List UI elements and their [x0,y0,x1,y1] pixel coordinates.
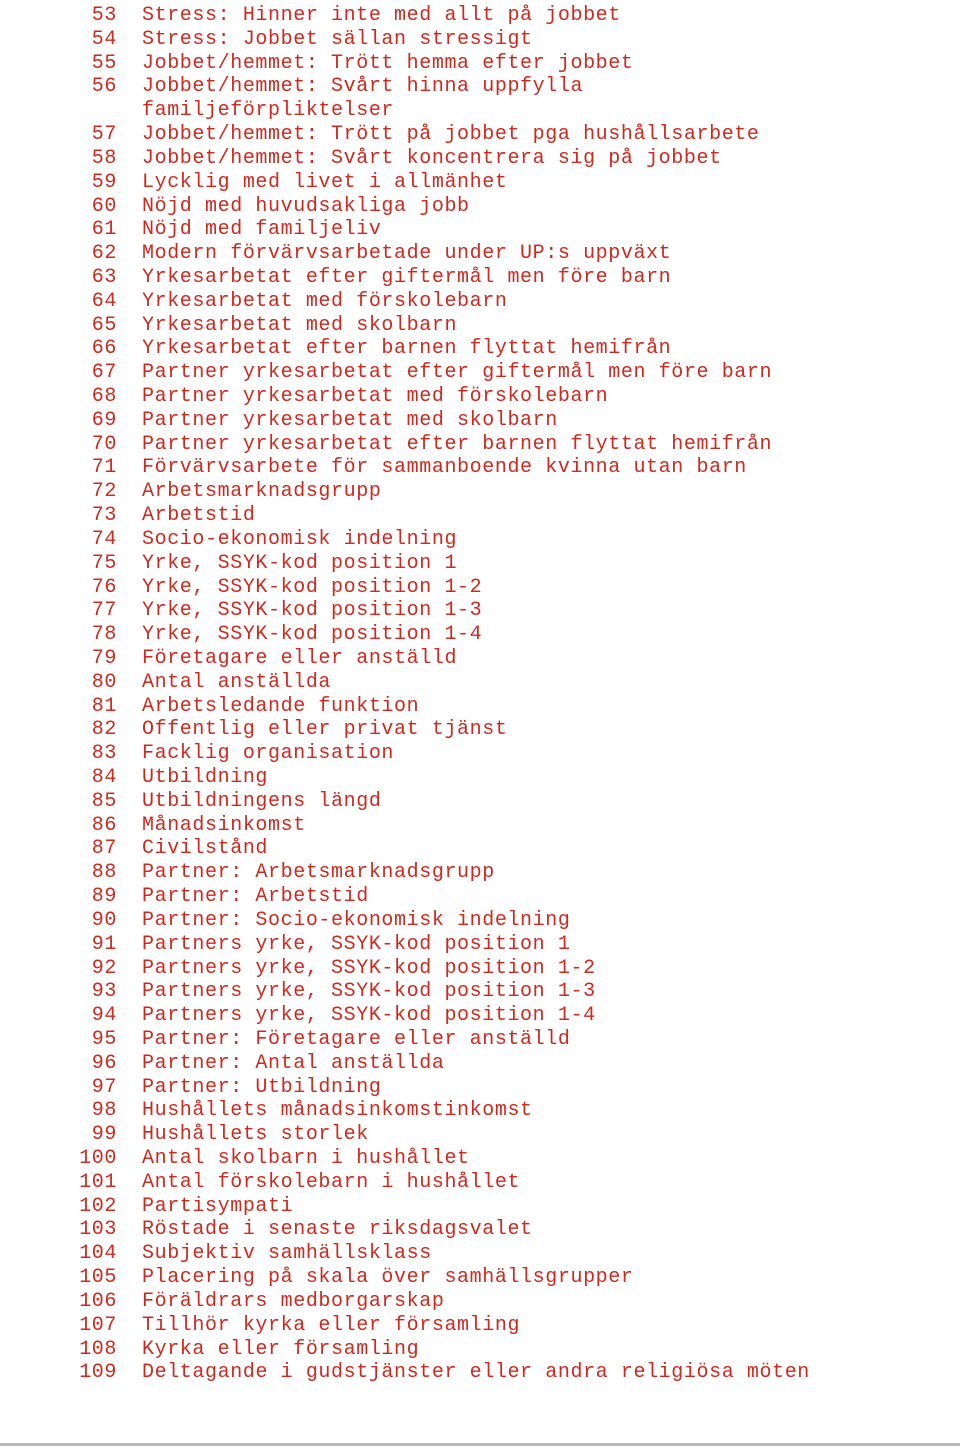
variable-number: 75 [91,551,117,575]
variable-label: Kyrka eller församling [142,1337,420,1361]
variable-row [0,576,960,600]
variable-list [0,4,960,1385]
variable-label: Jobbet/hemmet: Trött hemma efter jobbet [142,51,634,75]
variable-row [0,1242,960,1266]
variable-label: Subjektiv samhällsklass [142,1242,432,1266]
variable-label: Hushållets storlek [142,1123,369,1147]
variable-row [0,218,960,242]
variable-label: Hushållets månadsinkomstinkomst [142,1099,533,1123]
variable-row [0,409,960,433]
variable-row [0,433,960,457]
variable-number: 98 [91,1099,117,1123]
variable-label: Jobbet/hemmet: Svårt hinna uppfylla [142,75,584,99]
variable-number: 69 [91,408,117,432]
variable-number: 60 [91,194,117,218]
variable-row [0,75,960,99]
variable-label: Yrkesarbetat efter barnen flyttat hemifrån [142,337,672,361]
variable-row [0,337,960,361]
variable-label: Månadsinkomst [142,813,306,837]
variable-label: Jobbet/hemmet: Svårt koncentrera sig på jobbet [142,146,722,170]
variable-row [0,861,960,885]
variable-label: Partner yrkesarbetat efter barnen flyttat hemifrån [142,432,773,456]
variable-label: Lycklig med livet i allmänhet [142,170,508,194]
variable-label: Antal anställda [142,670,332,694]
variable-label: Arbetstid [142,504,256,528]
variable-label: Yrkesarbetat med skolbarn [142,313,458,337]
variable-row [0,171,960,195]
variable-row [0,1218,960,1242]
variable-number: 94 [91,1004,117,1028]
variable-number: 103 [79,1218,117,1242]
variable-number: 57 [91,123,117,147]
variable-label: Yrkesarbetat med förskolebarn [142,289,508,313]
variable-label: Partner yrkesarbetat efter giftermål men före barn [142,361,773,385]
variable-label: Partners yrke, SSYK-kod position 1-3 [142,980,596,1004]
variable-row [0,837,960,861]
variable-label: Förvärvsarbete för sammanboende kvinna utan barn [142,456,747,480]
variable-label: Partners yrke, SSYK-kod position 1-2 [142,956,596,980]
variable-row [0,790,960,814]
variable-row [0,361,960,385]
variable-number: 79 [91,646,117,670]
variable-label: Arbetsmarknadsgrupp [142,480,382,504]
variable-label: Socio-ekonomisk indelning [142,527,458,551]
variable-number: 101 [79,1170,117,1194]
variable-number: 92 [91,956,117,980]
variable-number: 83 [91,742,117,766]
variable-number: 108 [79,1337,117,1361]
variable-row [0,671,960,695]
variable-number: 72 [91,480,117,504]
variable-label: Tillhör kyrka eller församling [142,1313,521,1337]
variable-label: Partners yrke, SSYK-kod position 1 [142,932,571,956]
variable-row [0,1290,960,1314]
variable-number: 86 [91,813,117,837]
variable-label: Facklig organisation [142,742,395,766]
variable-number: 107 [79,1313,117,1337]
variable-number: 88 [91,861,117,885]
variable-row [0,814,960,838]
variable-number: 58 [91,146,117,170]
variable-label: Partner: Arbetsmarknadsgrupp [142,861,495,885]
variable-row [0,647,960,671]
variable-number: 82 [91,718,117,742]
variable-number: 73 [91,504,117,528]
variable-row [0,742,960,766]
variable-number: 63 [91,265,117,289]
variable-label: Partner: Företagare eller anställd [142,1027,571,1051]
variable-row [0,1099,960,1123]
variable-number: 96 [91,1051,117,1075]
variable-row [0,1171,960,1195]
variable-number: 106 [79,1289,117,1313]
variable-number: 55 [91,51,117,75]
variable-label: Antal förskolebarn i hushållet [142,1170,521,1194]
variable-row [0,266,960,290]
variable-number: 85 [91,789,117,813]
variable-number: 100 [79,1147,117,1170]
variable-number: 99 [91,1123,117,1147]
variable-number: 56 [91,75,117,99]
variable-row [0,885,960,909]
variable-row [0,242,960,266]
variable-row [0,1147,960,1171]
variable-label: Nöjd med huvudsakliga jobb [142,194,470,218]
variable-row [0,147,960,171]
variable-number: 89 [91,885,117,909]
variable-row [0,1028,960,1052]
variable-label: Partner yrkesarbetat med förskolebarn [142,385,609,408]
variable-number: 87 [91,837,117,861]
variable-row [0,4,960,28]
variable-number: 78 [91,623,117,647]
variable-number: 81 [91,694,117,718]
variable-label: familjeförpliktelser [142,99,395,123]
variable-row [0,528,960,552]
variable-row [0,456,960,480]
variable-row [0,1361,960,1385]
variable-number: 71 [91,456,117,480]
variable-row [0,290,960,314]
variable-label: Partner yrkesarbetat med skolbarn [142,408,558,432]
variable-number: 84 [91,766,117,789]
variable-label: Utbildning [142,766,269,789]
variable-label: Partner: Antal anställda [142,1051,445,1075]
variable-number: 68 [91,385,117,408]
variable-number: 61 [91,218,117,242]
variable-row [0,52,960,76]
variable-number: 97 [91,1075,117,1099]
variable-number: 74 [91,527,117,551]
variable-number: 102 [79,1194,117,1218]
variable-label: Modern förvärvsarbetade under UP:s uppväxt [142,242,672,266]
variable-row [0,552,960,576]
variable-row [0,195,960,219]
variable-number: 104 [79,1242,117,1266]
variable-number: 70 [91,432,117,456]
variable-label: Yrkesarbetat efter giftermål men före barn [142,265,672,289]
variable-label: Placering på skala över samhällsgrupper [142,1266,634,1290]
variable-row [0,933,960,957]
variable-label: Offentlig eller privat tjänst [142,718,508,742]
variable-label: Föräldrars medborgarskap [142,1289,445,1313]
variable-row [0,314,960,338]
variable-label: Yrke, SSYK-kod position 1-4 [142,623,483,647]
variable-number: 91 [91,932,117,956]
variable-label: Arbetsledande funktion [142,694,420,718]
variable-number: 90 [91,908,117,932]
variable-row [0,1052,960,1076]
variable-row [0,504,960,528]
variable-number: 93 [91,980,117,1004]
variable-row [0,599,960,623]
variable-number: 53 [91,4,117,27]
variable-number: 109 [79,1361,117,1385]
variable-row [0,28,960,52]
variable-label: Stress: Hinner inte med allt på jobbet [142,4,621,27]
variable-row [0,718,960,742]
variable-label: Utbildningens längd [142,789,382,813]
variable-label: Civilstånd [142,837,269,861]
variable-number: 80 [91,670,117,694]
variable-row [0,1195,960,1219]
variable-label: Yrke, SSYK-kod position 1-3 [142,599,483,623]
variable-row [0,1123,960,1147]
variable-label: Partners yrke, SSYK-kod position 1-4 [142,1004,596,1028]
variable-row [0,1076,960,1100]
variable-label: Partner: Socio-ekonomisk indelning [142,908,571,932]
variable-row [0,1314,960,1338]
variable-row [0,980,960,1004]
variable-row [0,695,960,719]
variable-label: Jobbet/hemmet: Trött på jobbet pga hushållsarbete [142,123,760,147]
variable-row [0,480,960,504]
variable-row-continuation [0,99,960,123]
variable-row [0,1266,960,1290]
variable-label: Stress: Jobbet sällan stressigt [142,27,533,51]
variable-row [0,123,960,147]
variable-number: 76 [91,575,117,599]
variable-row [0,1004,960,1028]
variable-number: 67 [91,361,117,385]
variable-number: 64 [91,289,117,313]
variable-label: Antal skolbarn i hushållet [142,1147,470,1170]
page-footer-rule [0,1443,960,1446]
variable-label: Röstade i senaste riksdagsvalet [142,1218,533,1242]
variable-label: Yrke, SSYK-kod position 1 [142,551,458,575]
variable-number: 62 [91,242,117,266]
variable-row [0,766,960,790]
variable-label: Partner: Arbetstid [142,885,369,909]
variable-label: Företagare eller anställd [142,646,458,670]
variable-number: 65 [91,313,117,337]
variable-row [0,1338,960,1362]
variable-row [0,385,960,409]
variable-row [0,623,960,647]
variable-label: Deltagande i gudstjänster eller andra religiösa möten [142,1361,810,1385]
variable-row [0,957,960,981]
variable-number: 95 [91,1027,117,1051]
variable-number: 59 [91,170,117,194]
variable-label: Nöjd med familjeliv [142,218,382,242]
variable-number: 77 [91,599,117,623]
variable-label: Partisympati [142,1194,294,1218]
variable-number: 105 [79,1266,117,1290]
variable-row [0,909,960,933]
variable-number: 54 [91,27,117,51]
variable-number: 66 [91,337,117,361]
variable-label: Yrke, SSYK-kod position 1-2 [142,575,483,599]
variable-label: Partner: Utbildning [142,1075,382,1099]
